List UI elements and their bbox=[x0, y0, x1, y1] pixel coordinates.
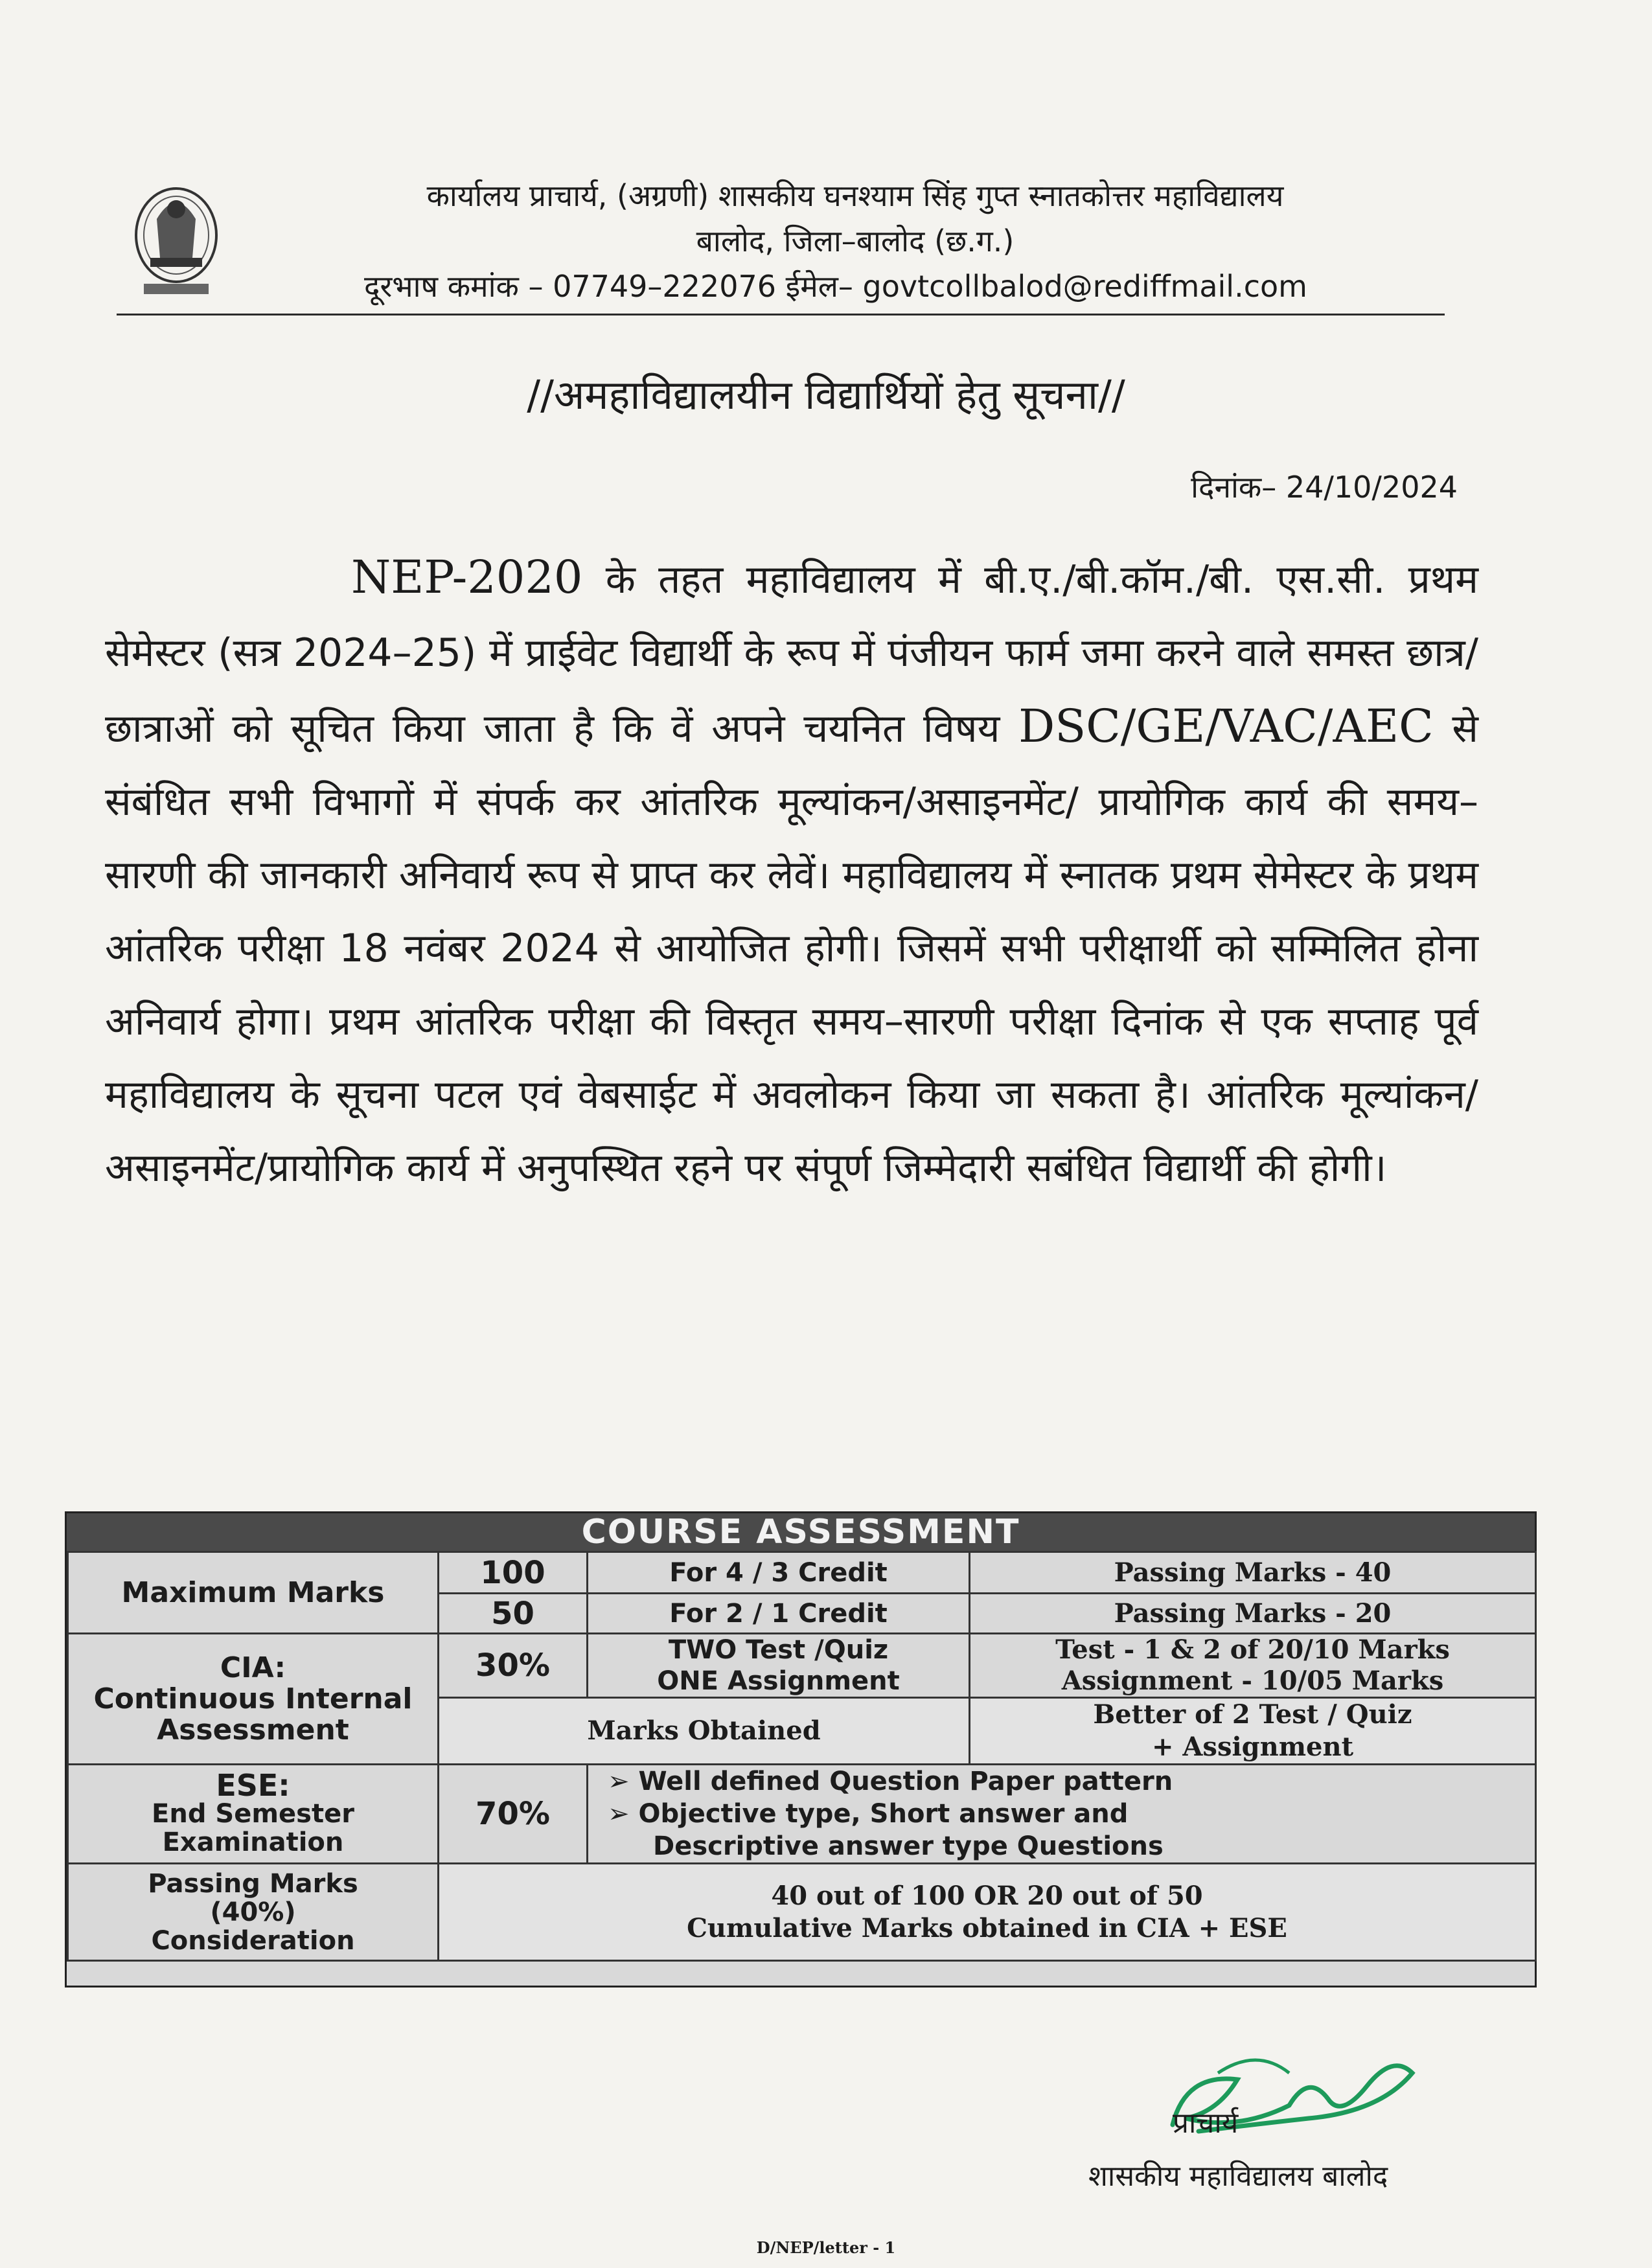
assessment-grid bbox=[67, 1551, 1537, 1962]
cia-label bbox=[68, 1634, 439, 1765]
assessment-title: COURSE ASSESSMENT bbox=[67, 1513, 1535, 1551]
ese-percent: 70% bbox=[439, 1765, 588, 1864]
passing-value-line-1: 40 out of 100 OR 20 out of 50 bbox=[771, 1880, 1203, 1911]
course-assessment-table bbox=[65, 1511, 1537, 1987]
cia-short: CIA: bbox=[220, 1651, 286, 1684]
letterhead-line-1: कार्यालय प्राचार्य, (अग्रणी) शासकीय घनश्याम सिंह गुप्त स्नातकोत्तर महाविद्यालय bbox=[426, 178, 1284, 213]
credit-2-1: For 2 / 1 Credit bbox=[588, 1594, 970, 1634]
cia-details-line-1: Test - 1 & 2 of 20/10 Marks bbox=[1055, 1634, 1450, 1665]
passing-20: Passing Marks - 20 bbox=[970, 1594, 1536, 1634]
credit-4-3: For 4 / 3 Credit bbox=[588, 1552, 970, 1594]
cia-components-line-1: TWO Test /Quiz bbox=[668, 1635, 889, 1665]
college-emblem-icon bbox=[124, 174, 228, 303]
table-row bbox=[68, 1634, 1536, 1698]
better-line-2: + Assignment bbox=[1151, 1732, 1354, 1762]
cia-percent: 30% bbox=[439, 1634, 588, 1698]
ese-point-1: ➢ Well defined Question Paper pattern bbox=[608, 1767, 1173, 1796]
ese-full: End Semester Examination bbox=[152, 1799, 354, 1857]
passing-consideration-label bbox=[68, 1864, 439, 1961]
passing-label-line-1: Passing Marks bbox=[148, 1868, 358, 1899]
letterhead-divider bbox=[117, 314, 1445, 315]
passing-40: Passing Marks - 40 bbox=[970, 1552, 1536, 1594]
passing-label-line-3: Consideration bbox=[151, 1925, 355, 1956]
table-row bbox=[68, 1552, 1536, 1594]
cia-details bbox=[970, 1634, 1536, 1698]
notice-date: दिनांक– 24/10/2024 bbox=[1191, 470, 1458, 505]
cia-full: Continuous Internal Assessment bbox=[93, 1682, 413, 1747]
ese-points bbox=[588, 1765, 1536, 1864]
better-line-1: Better of 2 Test / Quiz bbox=[1093, 1699, 1412, 1730]
cia-components-line-2: ONE Assignment bbox=[657, 1666, 900, 1696]
table-row bbox=[68, 1765, 1536, 1864]
max-marks-100: 100 bbox=[439, 1552, 588, 1594]
max-marks-50: 50 bbox=[439, 1594, 588, 1634]
nep-reference: NEP-2020 bbox=[351, 551, 583, 604]
notice-body bbox=[105, 541, 1478, 1205]
body-text-1: के तहत महाविद्यालय में बी.ए./बी.कॉम./बी. एस.सी. प्रथम सेमेस्टर (सत्र 2024–25) में प्राईवेट विद्यार्थी के रूप में पंजीयन फार्म जमा करने वाले समस्त छात्र/छात्राओं को सूचित किया जाता है कि वें अपने चयनित विषय bbox=[105, 557, 1478, 751]
subject-codes: DSC/GE/VAC/AEC bbox=[1018, 700, 1434, 753]
ese-point-2: ➢ Objective type, Short answer and bbox=[608, 1799, 1129, 1829]
max-marks-label: Maximum Marks bbox=[68, 1552, 439, 1634]
notice-heading: //अमहाविद्यालयीन विद्यार्थियों हेतु सूचना// bbox=[527, 371, 1125, 418]
cia-components bbox=[588, 1634, 970, 1698]
marks-obtained: Marks Obtained bbox=[439, 1698, 970, 1765]
passing-label-line-2: (40%) bbox=[210, 1897, 296, 1927]
ese-point-3: Descriptive answer type Questions bbox=[653, 1831, 1164, 1861]
document-reference: D/NEP/letter - 1 bbox=[756, 2238, 896, 2257]
ese-label bbox=[68, 1765, 439, 1864]
better-of-tests bbox=[970, 1698, 1536, 1765]
body-text-2: से संबंधित सभी विभागों में संपर्क कर आंतरिक मूल्यांकन/असाइनमेंट/ प्रायोगिक कार्य की समय–सारणी की जानकारी अनिवार्य रूप से प्राप्त कर लेवें। महाविद्यालय में स्नातक प्रथम सेमेस्टर के प्रथम आंतरिक परीक्षा 18 नवंबर 2024 से आयोजित होगी। जिसमें सभी परीक्षार्थी को सम्मिलित होना अनिवार्य होगा। प्रथम आंतरिक परीक्षा की विस्तृत समय–सारणी परीक्षा दिनांक से एक सप्ताह पूर्व महाविद्यालय के सूचना पटल एवं वेबसाईट में अवलोकन किया जा सकता है। आंतरिक मूल्यांकन/असाइनमेंट/प्रायोगिक कार्य में अनुपस्थित रहने पर संपूर्ण जिम्मेदारी सबंधित विद्यार्थी की होगी। bbox=[105, 706, 1478, 1191]
cia-details-line-2: Assignment - 10/05 Marks bbox=[1061, 1666, 1444, 1696]
signatory-role: प्राचार्य bbox=[1173, 2107, 1239, 2140]
ese-short: ESE: bbox=[216, 1768, 290, 1803]
letterhead-line-2: बालोद, जिला–बालोद (छ.ग.) bbox=[696, 223, 1015, 258]
table-row bbox=[68, 1864, 1536, 1961]
passing-value-line-2: Cumulative Marks obtained in CIA + ESE bbox=[687, 1912, 1287, 1943]
signatory-institution: शासकीय महाविद्यालय बालोद bbox=[1088, 2160, 1388, 2193]
letterhead-contact: दूरभाष कमांक – 07749–222076 ईमेल– govtcollbalod@rediffmail.com bbox=[364, 269, 1307, 304]
passing-consideration-value bbox=[439, 1864, 1536, 1961]
